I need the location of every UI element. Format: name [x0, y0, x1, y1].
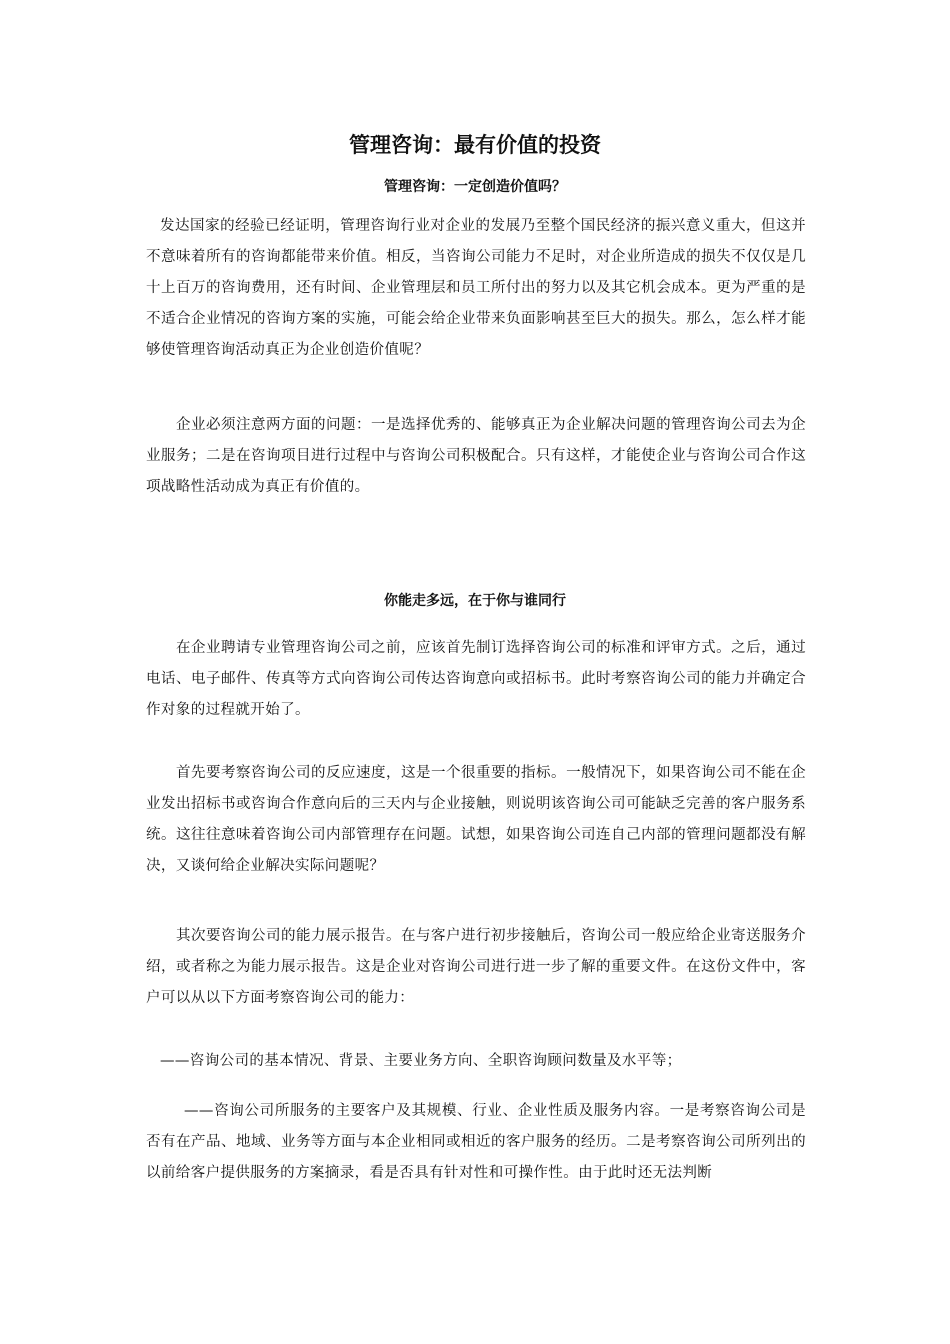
list-item-basic-info: ——咨询公司的基本情况、背景、主要业务方向、全职咨询顾问数量及水平等；: [160, 1053, 682, 1069]
paragraph-response-speed: 首先要考察咨询公司的反应速度，这是一个很重要的指标。一般情况下，如果咨询公司不能在企业发出招标书或咨询合作意向后的三天内与企业接触，则说明该咨询公司可能缺乏完善的客户服务系统。这往往意味着咨询公司内部管理存在问题。试想，如果咨询公司连自己内部的管理问题都没有解决，又谈何给企业解决实际问题呢？: [146, 765, 806, 874]
paragraph-two-issues: 企业必须注意两方面的问题：一是选择优秀的、能够真正为企业解决问题的管理咨询公司去为企业服务；二是在咨询项目进行过程中与咨询公司积极配合。只有这样，才能使企业与咨询公司合作这项战略性活动成为真正有价值的。: [146, 417, 806, 495]
section-heading-partner: 你能走多远，在于你与谁同行: [384, 593, 566, 609]
paragraph-selection-process: 在企业聘请专业管理咨询公司之前，应该首先制订选择咨询公司的标准和评审方式。之后，通过电话、电子邮件、传真等方式向咨询公司传达咨询意向或招标书。此时考察咨询公司的能力并确定合作对象的过程就开始了。: [146, 640, 806, 718]
paragraph-intro: 发达国家的经验已经证明，管理咨询行业对企业的发展乃至整个国民经济的振兴意义重大，但这并不意味着所有的咨询都能带来价值。相反，当咨询公司能力不足时，对企业所造成的损失不仅仅是几十上百万的咨询费用，还有时间、企业管理层和员工所付出的努力以及其它机会成本。更为严重的是不适合企业情况的咨询方案的实施，可能会给企业带来负面影响甚至巨大的损失。那么，怎么样才能够使管理咨询活动真正为企业创造价值呢？: [146, 218, 806, 358]
paragraph-capability-report: 其次要咨询公司的能力展示报告。在与客户进行初步接触后，咨询公司一般应给企业寄送服务介绍，或者称之为能力展示报告。这是企业对咨询公司进行进一步了解的重要文件。在这份文件中，客户可以从以下方面考察咨询公司的能力：: [146, 928, 806, 1006]
list-item-clients: ——咨询公司所服务的主要客户及其规模、行业、企业性质及服务内容。一是考察咨询公司是否有在产品、地域、业务等方面与本企业相同或相近的客户服务的经历。二是考察咨询公司所列出的以前给客户提供服务的方案摘录，看是否具有针对性和可操作性。由于此时还无法判断: [146, 1103, 806, 1181]
document-title: 管理咨询：最有价值的投资: [349, 133, 601, 157]
section-heading-value-question: 管理咨询：一定创造价值吗？: [384, 179, 566, 195]
